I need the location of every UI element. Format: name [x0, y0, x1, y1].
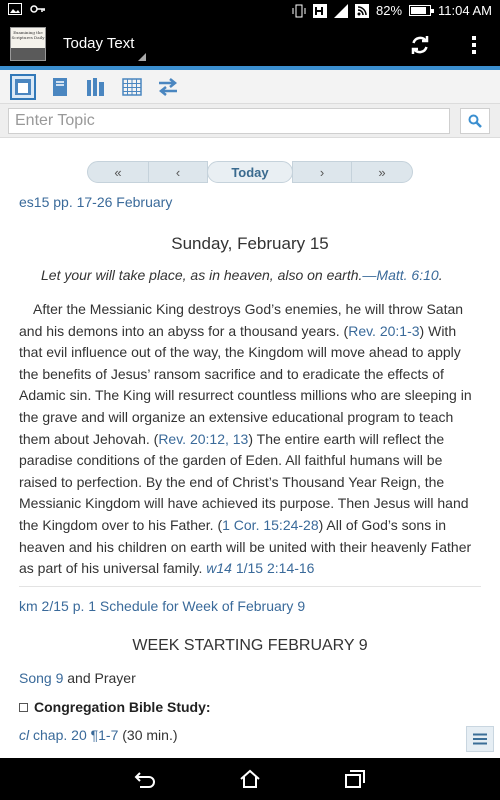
app-icon-text: Examining the Scriptures Daily: [11, 28, 45, 50]
comment-text: ) With that evil influence out of the way, the Kingdom will move ahead to apply the benefits of Jesus’ ransom sacrifice and to eradicate the effects of Adamic sin. The King will resurrect countless millions who are sleeping in the grave and will organize an extensive educational program to teach them about Jehovah. (: [19, 322, 472, 447]
chapter-link[interactable]: chap. 20 ¶1-7: [29, 727, 119, 743]
floating-menu-button[interactable]: [466, 726, 494, 752]
theme-text: Let your will take place, as in heaven, also on earth.: [41, 267, 363, 283]
back-button[interactable]: [128, 766, 162, 792]
publication-link[interactable]: cl: [19, 727, 30, 743]
daily-comment: [19, 299, 483, 580]
song-text: and Prayer: [63, 670, 136, 686]
search-bar: [0, 104, 500, 138]
next-day-button[interactable]: ›: [292, 161, 352, 183]
chapter-line: [19, 727, 178, 743]
song-line: [19, 670, 136, 686]
swap-icon: [157, 78, 179, 96]
status-bar: [0, 0, 500, 22]
schedule-link[interactable]: km 2/15 p. 1 Schedule for Week of February 9: [19, 598, 306, 614]
calendar-tab[interactable]: [119, 74, 145, 100]
clock: 11:04 AM: [438, 3, 492, 18]
battery-percent: 82%: [376, 3, 403, 18]
comment-text: ) All of God’s sons in heaven and his children on earth will be united with their heavenly Father as part of his universal family.: [19, 516, 472, 577]
book-icon: [52, 77, 68, 97]
rss-icon: [355, 4, 369, 17]
calendar-grid-icon: [122, 78, 142, 96]
day-heading: Sunday, February 15: [171, 234, 329, 253]
divider: [19, 586, 481, 587]
day-navigation: [87, 161, 413, 183]
daily-text-content: [0, 190, 500, 758]
signal-h-icon: [313, 4, 327, 17]
dropdown-caret-icon: [138, 53, 146, 61]
library-tab[interactable]: [83, 74, 109, 100]
comment-text: After the Messianic King destroys God’s enemies, he will throw Satan and his demons into an abyss for a thousand years. (: [19, 301, 464, 339]
refresh-button[interactable]: [406, 31, 434, 59]
theme-scripture-link[interactable]: —Matt. 6:10: [362, 267, 439, 283]
book-cover-icon[interactable]: [10, 27, 46, 61]
study-heading: [19, 699, 211, 715]
book-tab[interactable]: [47, 74, 73, 100]
photo-icon: [8, 3, 22, 16]
theme-scripture: [41, 267, 443, 283]
search-input[interactable]: [8, 108, 450, 134]
scripture-link[interactable]: Rev. 20:1-3: [348, 322, 420, 339]
study-heading-text: Congregation Bible Study:: [34, 699, 211, 715]
system-nav-bar: [0, 758, 500, 800]
overflow-menu-icon: [471, 35, 477, 55]
search-button[interactable]: [460, 108, 490, 134]
checkbox-icon[interactable]: [19, 703, 28, 712]
app-title[interactable]: Today Text: [63, 35, 135, 52]
back-icon: [134, 770, 156, 788]
recent-apps-icon: [344, 769, 366, 789]
today-button[interactable]: Today: [207, 161, 293, 183]
daily-text-icon: [14, 78, 32, 96]
first-day-button[interactable]: «: [87, 161, 149, 183]
scripture-link[interactable]: Rev. 20:12, 13: [158, 430, 249, 447]
scripture-link[interactable]: 1 Cor. 15:24-28: [222, 516, 319, 533]
previous-day-button[interactable]: ‹: [148, 161, 208, 183]
citation-link[interactable]: w14: [206, 560, 232, 577]
week-heading: WEEK STARTING FEBRUARY 9: [132, 637, 368, 654]
signal-icon: [334, 4, 348, 17]
last-day-button[interactable]: »: [351, 161, 413, 183]
chapter-duration: (30 min.): [118, 727, 178, 743]
hamburger-icon: [472, 733, 488, 745]
refresh-icon: [409, 34, 431, 56]
home-icon: [239, 769, 261, 789]
library-icon: [86, 77, 106, 97]
citation-link[interactable]: 1/15 2:14-16: [231, 560, 315, 577]
battery-icon: [409, 5, 431, 16]
swap-tab[interactable]: [155, 74, 181, 100]
home-button[interactable]: [233, 766, 267, 792]
song-link[interactable]: Song 9: [19, 670, 64, 686]
toolbar: [0, 70, 500, 104]
key-icon: [30, 3, 44, 16]
search-icon: [468, 114, 482, 128]
daily-text-tab[interactable]: [10, 74, 36, 100]
action-bar: [0, 22, 500, 66]
comment-text: ) The entire earth will reflect the paradise conditions of the garden of Eden. All faithful humans will be raised to perfection. By the end of Christ’s Thousand Year Reign, the Messianic Kingdom will have achieved its purpose. Then Jesus will hand the Kingdom over to his Father. (: [19, 430, 469, 533]
vibrate-icon: [292, 4, 306, 17]
overflow-menu-button[interactable]: [462, 31, 486, 59]
theme-end: .: [438, 267, 443, 283]
recent-apps-button[interactable]: [338, 766, 372, 792]
source-link[interactable]: es15 pp. 17-26 February: [19, 194, 173, 210]
